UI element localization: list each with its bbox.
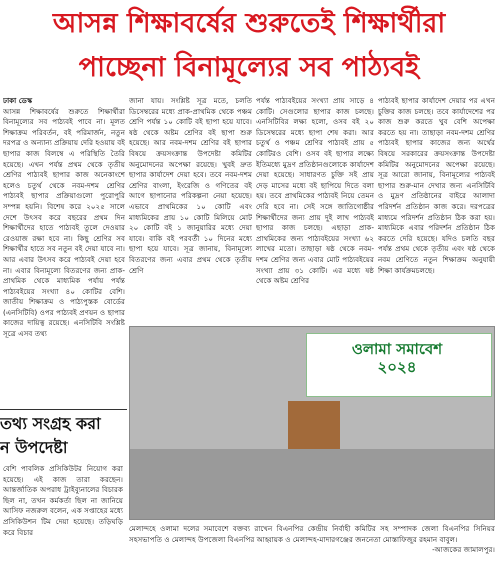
column-divider xyxy=(0,409,127,410)
sidebar-story xyxy=(0,412,126,563)
headline xyxy=(0,0,498,94)
sidebar-heading-2: ন উপদেষ্টা xyxy=(0,438,68,457)
article-text-4: পাঠ্যবই ছাপার কার্যাদেশ দেয়ার পর এখন চুক্তির কাজ চলছে। তবে কার্যাদেশের পর কাজ শুরু করতে খুব বেশি অপেক্ষা করতে হয় না। তাছাড়া নবম-দশম শ্রেণির পাঠ্যবই ছাপার কাজের জন্য অর্থের বিষয়ে সরকারের ক্রয়সংক্রান্ত উপদেষ্টা কমিটির অনুমোদনের অপেক্ষা রয়েছে। সূত্র আরো জানায়, বিনামূল্যের পাঠ্যবই ছাপার শুরু-মান দেখার জন্য এনসিটিবি ও মুদ্রণ প্রতিষ্ঠানের বাইরে আলাদা পরিদর্শন প্রতিষ্ঠান কাজ করে। দরপত্রের মাধ্যমে পরিদর্শন প্রতিষ্ঠান ঠিক করা হয়। মাধ্যমিকে এবার পরিদর্শন প্রতিষ্ঠান ঠিক করতে দেরি হয়েছে। যদিও চলতি বছর পর্যন্ত প্রথম থেকে তৃতীয় এবং ষষ্ঠ থেকে নবম শ্রেণিতে নতুন শিক্ষাক্রম অনুযায়ী শিক্ষা কার্যক্রমচলছে। xyxy=(378,96,495,275)
article-column-3 xyxy=(256,96,374,322)
article-column-2 xyxy=(129,96,252,322)
headline-line-2: পাচ্ছেনা বিনামূল্যের সব পাঠ্যবই xyxy=(78,52,420,83)
photo-caption xyxy=(129,524,495,561)
stage-banner xyxy=(306,333,492,397)
headline-line-1: আসন্ন শিক্ষাবর্ষের শুরুতেই শিক্ষার্থীরা xyxy=(52,8,446,39)
sidebar-body: বেশি পাবলিক প্রসিকিউটর নিয়োগ করা হয়েছে। এই কাজ তারা করছেন। আন্তর্জাতিক অপরাধ ট্রাইব্যুনালের বিচারক ছিল না, তখন কর্মকর্তা ছিল না জানিয়ে আসিফ নজরুল বলেন, এক সপ্তাহের মধ্যে প্রসিকিউশন টিম দেয়া হয়েছে। তড়িঘড়ি করে বিচার xyxy=(3,464,123,537)
article-text-3: পর্যন্ত পাঠ্যবইয়ের সংখ্যা প্রায় সাড়ে ৪ কোটি। সেগুলোর ছাপার কাজ চলছে। এনসিটিবির লক্ষ্য হলো, ওসব বই ২০ ডিসেম্বরের মধ্যে ছাপা শেষ করা। আর চতুর্থ ও পঞ্চম শ্রেণির পাঠ্যবই প্রায় ৫ কোটিরও বেশি। ওসব বই ছাপার লক্ষ্যে ইতিমধ্যে মুদ্রণ প্রতিষ্ঠানগুলোকে কার্যাদেশ দেয়া হয়েছে। সাধারণত চুক্তি সই প্রায় দেড় মাসের মধ্যে বই ছাপিয়ে দিতে বলা হয়। তবে প্রাথমিকের পাঠ্যবই নিয়ে তেমন দেরি হবে না। সেই সঙ্গে জাতিগোষ্ঠীর শিক্ষার্থীদের জন্য প্রায় দুই লাখ পাঠ্যবই ছাপার কাজ চলছে। এছাড়া প্রাক-প্রাথমিকের জন্য পাঠ্যবইয়ের সংখ্যা ৬২ লাখের মতো। তাছাড়া ষষ্ঠ থেকে নবম-দশম শ্রেণির জন্য এবার মোট পাঠ্যবইয়ের সংখ্যা প্রায় ৩১ কোটি। এর মধ্যে ষষ্ঠ থেকে অষ্টম শ্রেণির xyxy=(256,96,374,286)
article-column-4 xyxy=(378,96,495,322)
article-text-2: জানা যায়। সংশ্লিষ্ট সূত্র মতে, চলতি ডিসেম্বরের মধ্যে প্রাক-প্রাথমিক থেকে পঞ্চম শ্রেণি পর্যন্ত ১০ কোটি বই ছাপা হয়ে যাবে। ষষ্ঠ থেকে অষ্টম শ্রেণির বই ছাপা শুরু হয়েছে। আর নবম-দশম শ্রেণির বই ছাপার বিষয়ে ক্রয়সংক্রান্ত উপদেষ্টা কমিটির অনুমোদনের অপেক্ষা রয়েছে। খুবই দ্রুত ছাপার কার্যাদেশ দেয়া হবে। তবে নবম-দশম শ্রেণির বাংলা, ইংরেজি ও গণিতের বই আগে ছাপানোর পরিকল্পনা নেয়া হয়েছে। এভাবে প্রাথমিকের ১০ কোটি এবং মাধ্যমিকের প্রায় ১০ কোটি মিলিয়ে মোট ২০ কোটি বই ১ জানুয়ারির মধ্যে দেয়া যাবে। বাকি বই পরবর্তী ১০ দিনের মধ্যে ছাপা হয়ে যাবে। সূত্র জানায়, বিনামূল্যে বিতরণের জন্য এবার প্রথম থেকে তৃতীয় শ্রেণি xyxy=(129,96,252,275)
dateline: ঢাকা ডেস্ক xyxy=(3,96,33,105)
article-text-1: আসন্ন শিক্ষাবর্ষের শুরুতে শিক্ষার্থীরা বিনামূল্যের সব পাঠ্যবই পাবে না। মূলত শিক্ষাক্রম পরিবর্তন, বই পরিমার্জন, নতুন দরপত্র ও অন্যান্য প্রক্রিয়ায় দেরি হওয়ায় বই ছাপার কাজ বিলম্বে এ পরিস্থিতি তৈরি হয়েছে। এখন পর্যন্ত প্রথম থেকে তৃতীয় শ্রেণির পাঠ্যবই ছাপার কাজ অনেকাংশে হলেও চতুর্থ থেকে নবম-দশম শ্রেণির পাঠ্যবই ছাপার প্রক্রিয়াগুলো পুরোপুরি সম্পন্ন হয়নি। বিশেষ করে ২০২৫ সালে দেশে উৎসব করে বছরের প্রথম দিন শিক্ষার্থীদের হাতে পাঠ্যবই তুলে দেওয়ার রেওয়াজ রক্ষা হবে না। কিছু শ্রেণির সব শিক্ষার্থীর হাতে সব নতুন বই দেয়া যাবে না। আর এবার উৎসব করে পাঠ্যবই দেয়া হবে না। এবার বিনামূল্যে বিতরণের জন্য প্রাক-প্রাথমিক থেকে মাধ্যমিক পর্যায় পর্যন্ত পাঠ্যবইয়ের সংখ্যা ৪০ কোটির বেশি। জাতীয় শিক্ষাক্রম ও পাঠ্যপুস্তক বোর্ডের (এনসিটিবি) ওপর পাঠ্যবই প্রণয়ন ও ছাপার কাজের দায়িত্ব রয়েছে। এনসিটিবি সংশ্লিষ্ট সূত্রে এসব তথ্য xyxy=(3,106,125,339)
banner-title: ওলামা সমাবেশ ২০২৪ xyxy=(351,340,443,376)
rally-photo xyxy=(129,326,495,520)
sidebar-heading-1: তথ্য সংগ্রহ করা xyxy=(0,414,101,433)
caption-credit: -আজকের জামালপুর। xyxy=(432,545,495,555)
stage-area xyxy=(130,449,495,519)
article-column-1 xyxy=(3,96,125,412)
caption-text: মেলান্দহে ওলামা দলের সমাবেশে বক্তব্য রাখেন বিএনপির কেন্দ্রীয় নির্বাহী কমিটির সহ সম্পাদক জেলা বিএনপির সিনিয়র সহসভাপতি ও মেলান্দহ উপজেলা বিএনপির আহ্বায়ক ও মেলান্দহ-মাদারগঞ্জের জননেতা মোস্তাফিজুর রহমান বাবুল। xyxy=(129,524,495,544)
